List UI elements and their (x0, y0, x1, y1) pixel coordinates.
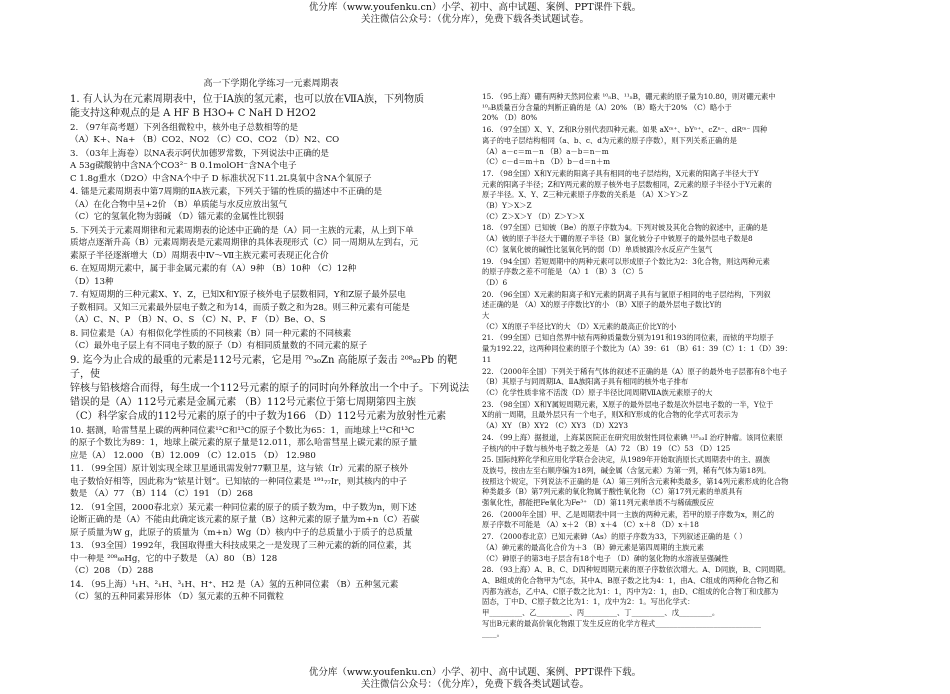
document-title: 高一下学期化学练习一元素周期表 (203, 79, 339, 89)
header-line-1: 优分库（www.youfenku.cn）小学、初中、高中试题、案例、PPT课件下载。 (308, 2, 642, 13)
question-q18 (482, 223, 882, 255)
left-column (70, 79, 472, 605)
question-line: 论断正确的是（A）不能由此确定该元素的原子量（B）这种元素的原子量为m+n（C）若碳 (70, 515, 420, 525)
question-line: （A）C、N、P （B）N、O、S （C）N、P、F （D）Be、O、S (70, 315, 326, 325)
question-line: 3. （03年上海卷）以NA表示阿伏加德罗常数，下列说法中正确的是 (70, 148, 330, 159)
question-line: 电子数恰好相等，因此称为“铱星计划”。已知铱的一种同位素是 ¹⁹¹₇₇Ir，则其核内的中子 (70, 476, 408, 487)
question-line: 5. 下列关于元素周期律和元素周期表的论述中正确的是（A）同一主族的元素，从上到下单 (70, 225, 414, 236)
question-line: 1. 有人认为在元素周期表中，位于ⅠA族的氢元素，也可以放在ⅦA族，下列物质 (70, 93, 425, 105)
question-line: 19. （94全国）若短周期中的两种元素可以形成原子个数比为2：3化合物，则这两种元素 (482, 256, 770, 266)
question-line: 强氧化性，都能把Fe氧化为Fe³⁺ （D）第11列元素单质不与稀硫酸反应 (482, 498, 714, 508)
question-q9 (70, 354, 472, 424)
question-line: 离子的电子层结构相同（a、b、c、d为元素的原子序数），则下列关系正确的是 (482, 135, 737, 145)
page-footer (0, 667, 950, 691)
header-line-2: 关注微信公众号：（优分库），免费下载各类试题试卷。 (360, 14, 589, 25)
footer-line-2: 关注微信公众号：（优分库），免费下载各类试题试卷。 (360, 679, 589, 690)
question-q25 (482, 455, 882, 509)
question-line: 错误的是（A）112号元素是金属元素 （B）112号元素位于第七周期第四主族 (70, 396, 416, 408)
question-line: X的前一周期，且最外层只有一个电子，则X和Y形成的化合物的化学式可表示为 (482, 410, 739, 420)
question-q15 (482, 92, 882, 124)
question-line: A 53g碳酸钠中含NA个CO3²⁻ B 0.1molOH⁻含NA个电子 (70, 161, 297, 171)
question-line: 元素的阳离子半径；Z和Y两元素的原子核外电子层数相同，Z元素的原子半径小于Y元素的 (482, 179, 772, 189)
question-line: 子数相同。又知三元素最外层电子数之和为14，而质子数之和为28。则三种元素有可能是 (70, 302, 410, 313)
question-line: 11. （99全国）原计划实现全球卫星通讯需发射77颗卫星，这与铱（Ir）元素的原子核外 (70, 464, 408, 474)
question-q1 (70, 93, 472, 121)
question-line: 20% （D）80% (482, 113, 538, 123)
question-line: 13. （93全国）1992年，我国取得重大科技成果之一是发现了三种元素的新的同位素，其 (70, 541, 412, 551)
question-q23 (482, 400, 882, 432)
question-q22 (482, 367, 882, 399)
question-line: 锌核与铅核熔合而得，每生成一个112号元素的原子的同时向外释放出一个中子。下列说法 (70, 382, 470, 394)
question-line: 14. （95上海）¹₁H、²₁H、³₁H、H⁺、H2 是（A）氢的五种同位素 （B）五种氢元素 (70, 579, 399, 590)
question-line: 固态，丁中D、C原子数之比为1：1，戊中为2：1。写出化学式： (482, 597, 695, 607)
question-q5 (70, 225, 472, 263)
question-line: （A）在化合物中呈+2价 （B）单质能与水反应放出氢气 (70, 199, 287, 210)
question-q16 (482, 125, 882, 168)
question-line: 21. （99全国）已知自然界中铱有两种质量数分别为191和193的同位素，而铱的平均原子 (482, 333, 774, 343)
question-line: （C）氢的五种同素异形体 （D）氢元素的五种不同微粒 (70, 592, 284, 602)
question-line: 15. （95上海）硼有两种天然同位素 ¹⁰₅B、¹¹₅B，硼元素的原子量为10.80，则对硼元素中 (482, 92, 776, 101)
footer-line-1: 优分库（www.youfenku.cn）小学、初中、高中试题、案例、PPT课件下载。 (308, 667, 642, 678)
question-q19 (482, 257, 882, 289)
question-line: 23. （98全国）X和Y属短周期元素，X原子的最外层电子数是次外层电子数的一半，Y位于 (482, 399, 774, 409)
question-line: 10. 据测，哈雷彗星上碳的两种同位素¹²C和¹³C的原子个数比为65：1，而地球上¹²C和¹³C (70, 425, 415, 436)
question-line: （C）科学家合成的112号元素的原子的中子数为166 （D）112号元素为放射性元素 (70, 410, 447, 422)
question-line: 25. 国际纯粹化学和应用化学联合会决定，从1989年开始取消原长式周期表中的主、副族 (482, 455, 770, 465)
right-column (482, 92, 882, 641)
question-line: 7. 有短周期的三种元素X、Y、Z，已知X和Y原子核外电子层数相同，Y和Z原子最外层电 (70, 290, 406, 300)
question-line: （C）c－d＝m＋n （D）b－d＝n＋m (482, 157, 611, 167)
question-line: （C）最外电子层上有不同电子数的原子（D）有相同质量数的不同元素的原子 (70, 341, 368, 351)
question-q11 (70, 463, 472, 501)
question-line: ¹⁰₅B质量百分含量的判断正确的是（A）20% （B）略大于20% （C）略小于 (482, 102, 732, 112)
question-line: 量为192.22，这两种同位素的原子个数比为（A）39：61 （B）61：39（C）1：1（D）39： (482, 344, 792, 354)
right-question-list (482, 92, 882, 640)
question-q24 (482, 433, 882, 454)
question-line: （C）X的原子半径比Y的大 （D）X元素的最高正价比Y的小 (482, 321, 677, 331)
question-line: 17. （98全国）X和Y元素的阳离子具有相同的电子层结构，X元素的阳离子半径大于Y (482, 168, 759, 178)
question-line: ____。 (482, 629, 504, 639)
question-line: C 1.8g重水（D2O）中含NA个中子 D 标准状况下11.2L臭氧中含NA个氧原子 (70, 173, 372, 184)
question-line: 大 (482, 311, 490, 321)
question-q7 (70, 289, 472, 327)
question-line: （B）其原子与同周期ⅠA、ⅡA族阳离子具有相同的核外电子排布 (482, 377, 689, 387)
question-line: 原子质量为W g，此原子的质量为（m+n）Wg（D）核内中子的总质量小于质子的总质量 (70, 527, 413, 538)
question-line: 9. 迄今为止合成的最重的元素是112号元素，它是用 ⁷⁰₃₀Zn 高能原子轰击 ²⁰⁸₈₂Pb 的靶子，使 (70, 354, 458, 380)
question-line: 20. （96全国）X元素的阳离子和Y元素的阴离子具有与氩原子相同的电子层结构，下列叙 (482, 289, 771, 299)
question-line: 写出B元素的最高价氧化物跟丁发生反应的化学方程式_____________________________ (482, 618, 761, 628)
question-line: 的原子序数之差不可能是 （A）1 （B）3 （C）5 (482, 267, 644, 277)
question-q17 (482, 169, 882, 223)
question-line: 中一种是 ²⁰⁸₈₀Hg，它的中子数是 （A）80 （B）128 (70, 553, 278, 564)
question-line: 28. （93上海）A、B、C、D四种短周期元素的原子序数依次增大。A、D同族，B、C同周期。 (482, 565, 791, 575)
question-q3 (70, 148, 472, 186)
question-line: 原子半径。X、Y、Z三种元素原子序数的关系是 （A）X＞Y＞Z (482, 190, 688, 200)
page-header (0, 2, 950, 26)
question-line: （A）铍的原子半径大于硼的原子半径（B）氯化铍分子中铍原子的最外层电子数是8 (482, 234, 753, 244)
question-line: 的原子个数比为89：1，地球上碳元素的原子量是12.011，那么哈雷彗星上碳元素的原子量 (70, 438, 418, 448)
question-line: 22. （2000年全国）下列关于稀有气体的叙述不正确的是（A）原子的最外电子层都有8个电子 (482, 366, 788, 376)
question-line: 26. （2000年全国）甲、乙是周期表中同一主族的两种元素，若甲的原子序数为x，则乙的 (482, 509, 774, 519)
question-line: 4. 镭是元素周期表中第7周期的ⅡA族元素，下列关于镭的性质的描述中不正确的是 (70, 187, 383, 197)
question-line: 按照这个规定，下列说法不正确的是（A）第三列所含元素种类最多，第14列元素形成的化合物 (482, 476, 789, 486)
question-q8 (70, 328, 472, 353)
question-q13 (70, 540, 472, 578)
question-line: （A）砷元素的最高化合价为＋3 （B）砷元素是第四周期的主族元素 (482, 542, 704, 552)
question-q27 (482, 532, 882, 564)
question-q4 (70, 186, 472, 224)
question-line: A、B组成的化合物甲为气态，其中A、B原子数之比为4：1，由A、C组成的两种化合物乙和 (482, 575, 779, 585)
question-line: 子核内的中子数与核外电子数之差是 （A）72 （B）19 （C）53 （D）125 (482, 443, 731, 453)
question-q2 (70, 122, 472, 147)
question-line: 8. 同位素是（A）有相似化学性质的不同核素（B）同一种元素的不同核素 (70, 328, 352, 339)
question-q14 (70, 579, 472, 604)
question-line: 种类最多（B）第7列元素的氧化物属于酸性氧化物 （C）第17列元素的单质具有 (482, 487, 743, 497)
question-q21 (482, 333, 882, 365)
question-line: （A）XY （B）XY2 （C）XY3 （D）X2Y3 (482, 421, 629, 431)
question-line: 18. （97全国）已知铍（Be）的原子序数为4。下列对铍及其化合物的叙述中，正确的是 (482, 223, 768, 233)
question-line: 原子序数不可能是 （A）x＋2 （B）x＋4 （C）x＋8 （D）x＋18 (482, 520, 699, 530)
question-line: 16. （97全国）X、Y、Z和R分别代表四种元素。如果 aXᵐ⁺、bYⁿ⁺、cZⁿ⁻、dRᵐ⁻ 四种 (482, 125, 768, 135)
question-line: 24. （99上海）据报道，上海某医院正在研究用放射性同位素碘 ¹²⁵₅₃I 治疗肿瘤。该同位素原 (482, 432, 783, 442)
question-line: 述正确的是 （A）X的原子序数比Y的小 （B）X原子的最外层电子数比Y的 (482, 300, 722, 310)
question-line: （C）Z＞X＞Y （D）Z＞Y＞X (482, 211, 585, 221)
question-q6 (70, 263, 472, 288)
question-q28 (482, 565, 882, 640)
left-question-list (70, 93, 472, 604)
question-line: （C）氢氧化铍的碱性比氢氧化钙的弱（D）单质铍跟冷水反应产生氢气 (482, 244, 713, 254)
question-line: （B）Y＞X＞Z (482, 201, 532, 211)
question-line: （D）6 (482, 277, 508, 287)
question-line: （C）208 （D）288 (70, 566, 154, 576)
question-line: 能支持这种观点的是 A HF B H3O+ C NaH D H2O2 (70, 107, 317, 119)
question-q10 (70, 425, 472, 463)
question-line: （A）K+、Na+ （B）CO2、NO2 （C）CO、CO2 （D）N2、CO (70, 135, 340, 145)
question-line: 6. 在短周期元素中，属于非金属元素的有（A）9种 （B）10种 （C）12种 (70, 264, 357, 274)
question-line: 及族号，按由左至右顺序编为18列，碱金属（含氢元素）为第一列，稀有气体为第18列。 (482, 465, 771, 475)
question-line: （A）a－c＝m－n （B）a－b＝n－m (482, 146, 609, 156)
question-line: 11 (482, 354, 492, 364)
question-line: （C）化学性质非常不活泼（D）原子半径比同周期ⅦA族元素原子的大 (482, 387, 713, 397)
question-line: 素原子半径逐渐增大（D）周期表中Ⅳ～Ⅶ主族元素可表现正化合价 (70, 250, 329, 261)
question-q26 (482, 510, 882, 531)
question-q12 (70, 502, 472, 540)
question-line: 甲_________、乙_________、丙_________、丁_________、戊_________。 (482, 608, 720, 618)
question-line: （C）它的氢氧化物为弱碱 （D）镭元素的金属性比钡弱 (70, 212, 284, 222)
question-line: （C）砷原子的第3电子层含有18个电子 （D）砷的氢化物的水溶液呈强碱性 (482, 553, 729, 563)
question-line: 数是 （A）77 （B）114 （C）191 （D）268 (70, 489, 253, 499)
question-line: 质熔点逐渐升高（B）元素周期表是元素周期律的具体表现形式（C）同一周期从左到右，元 (70, 238, 419, 248)
question-q20 (482, 290, 882, 333)
question-line: 12. （91全国，2000春北京）某元素一种同位素的原子的质子数为m，中子数为n，则下述 (70, 502, 417, 513)
question-line: 应是（A） 12.000 （B）12.009 （C）12.015 （D） 12.980 (70, 450, 316, 461)
question-line: 27. （2000春北京）已知元素砷（As）的原子序数为33，下列叙述正确的是（ ） (482, 532, 747, 542)
question-line: （D）13种 (70, 276, 114, 287)
question-line: 丙都为液态，乙中A、C原子数之比为1：1，丙中为2：1，由D、C组成的化合物丁和戊都为 (482, 586, 779, 596)
question-line: 2. （97年高考题）下列各组微粒中，核外电子总数相等的是 (70, 122, 299, 133)
